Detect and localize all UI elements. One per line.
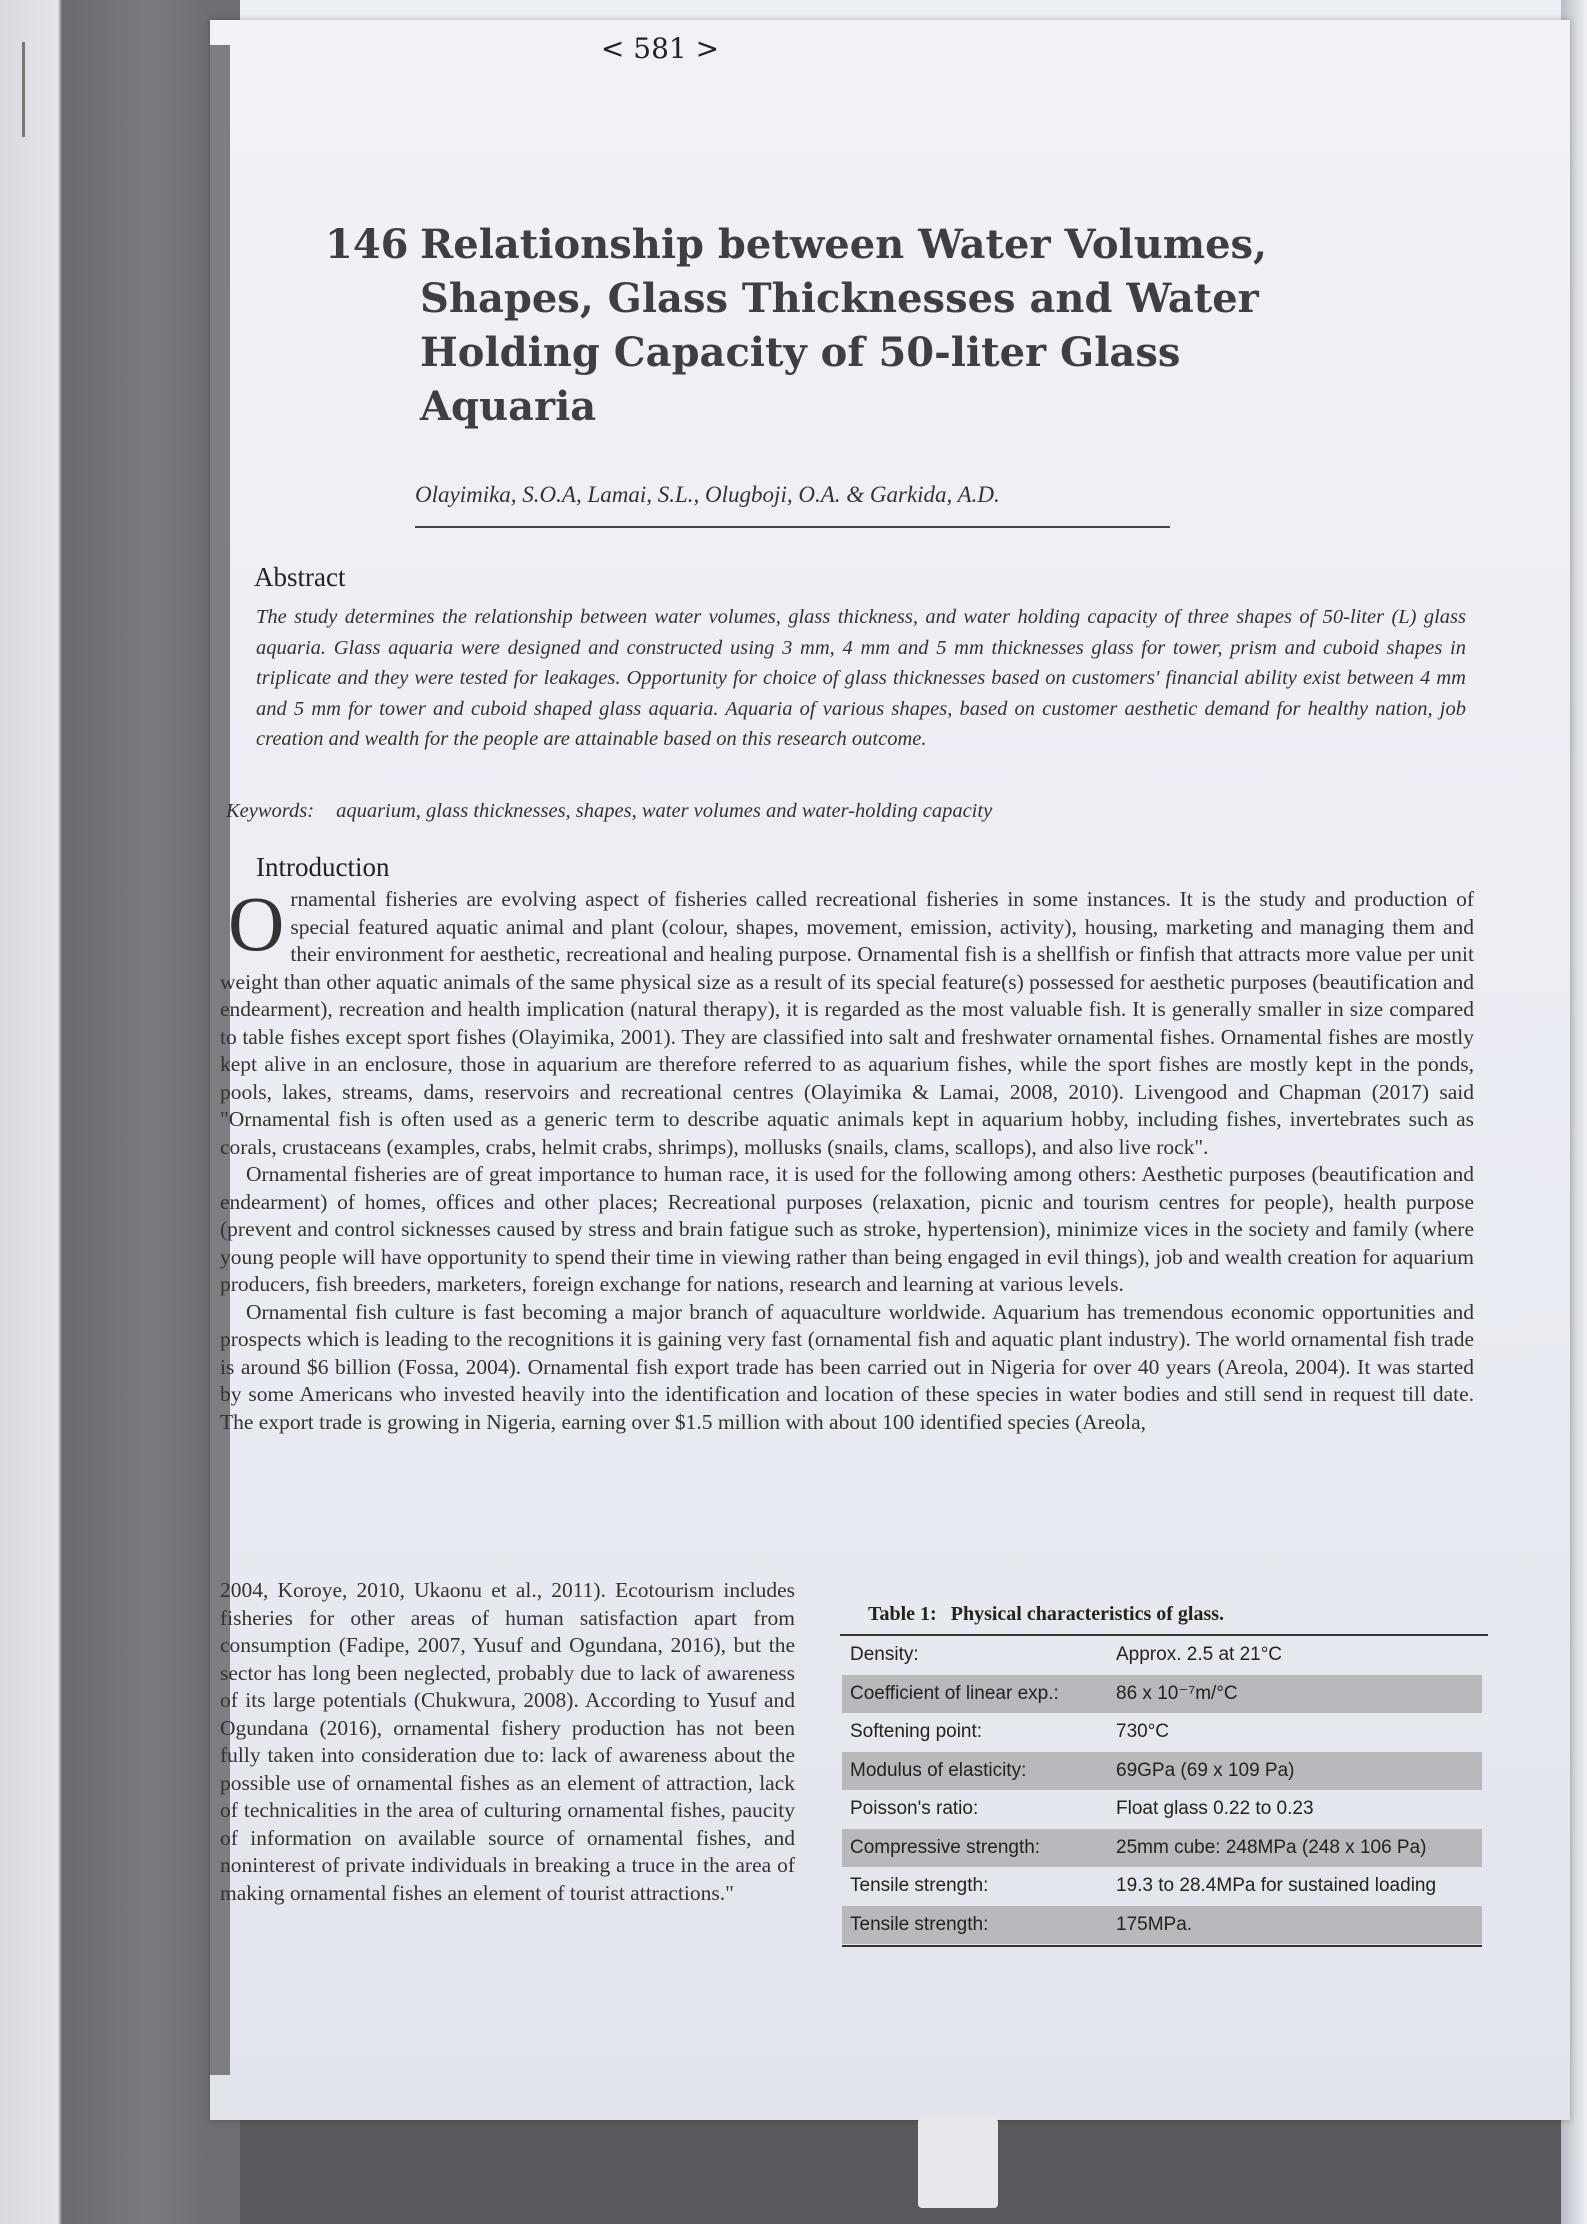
introduction-heading: Introduction (256, 852, 390, 882)
table-caption (868, 1603, 1488, 1626)
table-row (842, 1829, 1482, 1868)
table-row (842, 1906, 1482, 1945)
table-caption-text: Physical characteristics of glass. (950, 1603, 1225, 1625)
table-cell-property: Tensile strength: (850, 1875, 989, 1897)
scan-left-background (0, 0, 240, 2224)
page-clip-tab (918, 2118, 998, 2208)
table-cell-property: Density: (850, 1644, 919, 1666)
table-cell-value: 175MPa. (1108, 1906, 1482, 1945)
introduction-paragraph-2: Ornamental fisheries are of great importance to human race, it is used for the following among others: Aesthetic purposes (beautification and endearment) of homes, offices and other places; Recreational purposes (relaxation, picnic and tourism centres for people), health purpose (prevent and control sicknesses caused by stress and brain fatigue such as stroke, hypertension), minimize vices in the society and family (where young people will have opportunity to spend their time in viewing rather than being engaged in evil things), job and wealth creation for aquarium producers, fish breeders, marketers, foreign exchange for nations, research and learning at various levels. (220, 1162, 1474, 1296)
table-cell-property: Compressive strength: (842, 1829, 1108, 1868)
introduction-paragraph-1 (220, 880, 1474, 1161)
introduction-paragraph-1-text: rnamental fisheries are evolving aspect of fisheries called recreational fisheries in some instances. It is the study and production of special featured aquatic animal and plant (colour, shapes, movement, emission, activity), housing, marketing and managing them and their environment for aesthetic, recreational and healing purpose. Ornamental fish is a shellfish or finfish that attracts more value per unit weight than other aquatic animals of the same physical size as a result of its special feature(s) possessed for aesthetic purposes (beautification and endearment), recreation and health implication (natural therapy), it is regarded as the most valuable fish. It is generally smaller in size compared to table fishes except sport fishes (Olayimika, 2001). They are classified into salt and freshwater ornamental fishes. Ornamental fishes are mostly kept alive in an enclosure, those in aquarium are therefore referred to as aquarium fishes, while the sport fishes are mostly kept in the ponds, pools, lakes, streams, dams, reservoirs and recreational centres (Olayimika & Lamai, 2008, 2010). Livengood and Chapman (2017) said "Ornamental fish is often used as a generic term to describe aquatic animals kept in aquarium hobby, including fishes, invertebrates such as corals, crustaceans (examples, crabs, helmit crabs, shrimps), mollusks (snails, clams, scallops), and also live rock". (220, 887, 1474, 1159)
abstract-body: The study determines the relationship between water volumes, glass thickness, and water holding capacity of three shapes of 50-liter (L) glass aquaria. Glass aquaria were designed and constructed using 3 mm, 4 mm and 5 mm thicknesses glass for tower, prism and cuboid shapes in triplicate and they were tested for leakages. Opportunity for choice of glass thicknesses based on customers' financial ability exist between 4 mm and 5 mm for tower and cuboid shaped glass aquaria. Aquaria of various shapes, based on customer aesthetic demand for healthy nation, job creation and wealth for the people are attainable based on this research outcome. (256, 606, 1466, 750)
table-cell-value: Float glass 0.22 to 0.23 (1116, 1798, 1314, 1820)
table-cell-property: Softening point: (850, 1721, 983, 1743)
glass-properties-table (842, 1636, 1482, 1944)
paper-number: 146 (325, 221, 409, 268)
abstract-heading: Abstract (254, 562, 346, 592)
page-number: < 581 > (600, 32, 720, 65)
table-cell-value: 730°C (1116, 1721, 1170, 1743)
table-cell-value: 25mm cube: 248MPa (248 x 106 Pa) (1108, 1829, 1482, 1868)
table-cell-value: 69GPa (69 x 109 Pa) (1108, 1752, 1482, 1791)
table-cell-value: Approx. 2.5 at 21°C (1116, 1644, 1283, 1666)
table-row (842, 1675, 1482, 1714)
introduction-paragraph-3-continued: 2004, Koroye, 2010, Ukaonu et al., 2011). Ecotourism includes fisheries for other areas of human satisfaction apart from consumption (Fadipe, 2007, Yusuf and Ogundana, 2016), but the sector has long been neglected, probably due to lack of awareness of its large potentials (Chukwura, 2008). According to Yusuf and Ogundana (2016), ornamental fishery production has not been fully taken into consideration due to: lack of awareness about the possible use of ornamental fishes as an element of attraction, lack of technicalities in the area of culturing ornamental fishes, paucity of information on available source of ornamental fishes, and noninterest of private individuals in breaking a truce in the area of making ornamental fishes an element of tourist attractions." (220, 1578, 795, 1905)
introduction-body (220, 880, 1474, 1436)
table-cell-value: 86 x 10⁻⁷m/°C (1108, 1675, 1482, 1714)
table-row (842, 1636, 1482, 1675)
keywords-label: Keywords: (226, 800, 315, 822)
table-row (842, 1713, 1482, 1752)
drop-cap: O (228, 880, 285, 967)
author-list: Olayimika, S.O.A, Lamai, S.L., Olugboji, O.A. & Garkida, A.D. (415, 482, 1170, 528)
keywords (226, 800, 1426, 823)
paper-title (325, 218, 1345, 434)
paper-title-text: Relationship between Water Volumes, Shapes, Glass Thicknesses and Water Holding Capacity of 50-liter Glass Aquaria (420, 221, 1267, 430)
introduction-paragraph-3: Ornamental fish culture is fast becoming a major branch of aquaculture worldwide. Aquarium has tremendous economic opportunities and prospects which is leading to the recognitions it is gaining very fast (ornamental fish and aquatic plant industry). The world ornamental fish trade is around $6 billion (Fossa, 2004). Ornamental fish export trade has been carried out in Nigeria for over 40 years (Areola, 2004). It was started by some Americans who invested heavily into the identification and location of these species in water bodies and still send in request till date. The export trade is growing in Nigeria, earning over $1.5 million with about 100 identified species (Areola, (220, 1299, 1474, 1434)
table-bottom-rule (842, 1945, 1482, 1947)
table-cell-value: 19.3 to 28.4MPa for sustained loading (1116, 1875, 1437, 1897)
table-cell-property: Modulus of elasticity: (842, 1752, 1108, 1791)
table-row (842, 1867, 1482, 1906)
table-cell-property: Tensile strength: (842, 1906, 1108, 1945)
table-cell-property: Coefficient of linear exp.: (842, 1675, 1108, 1714)
table-row (842, 1752, 1482, 1791)
table-cell-property: Poisson's ratio: (850, 1798, 979, 1820)
table-label: Table 1: (868, 1603, 937, 1625)
keywords-text: aquarium, glass thicknesses, shapes, water volumes and water-holding capacity (336, 800, 993, 822)
table-row (842, 1790, 1482, 1829)
binder-mark (22, 42, 25, 137)
